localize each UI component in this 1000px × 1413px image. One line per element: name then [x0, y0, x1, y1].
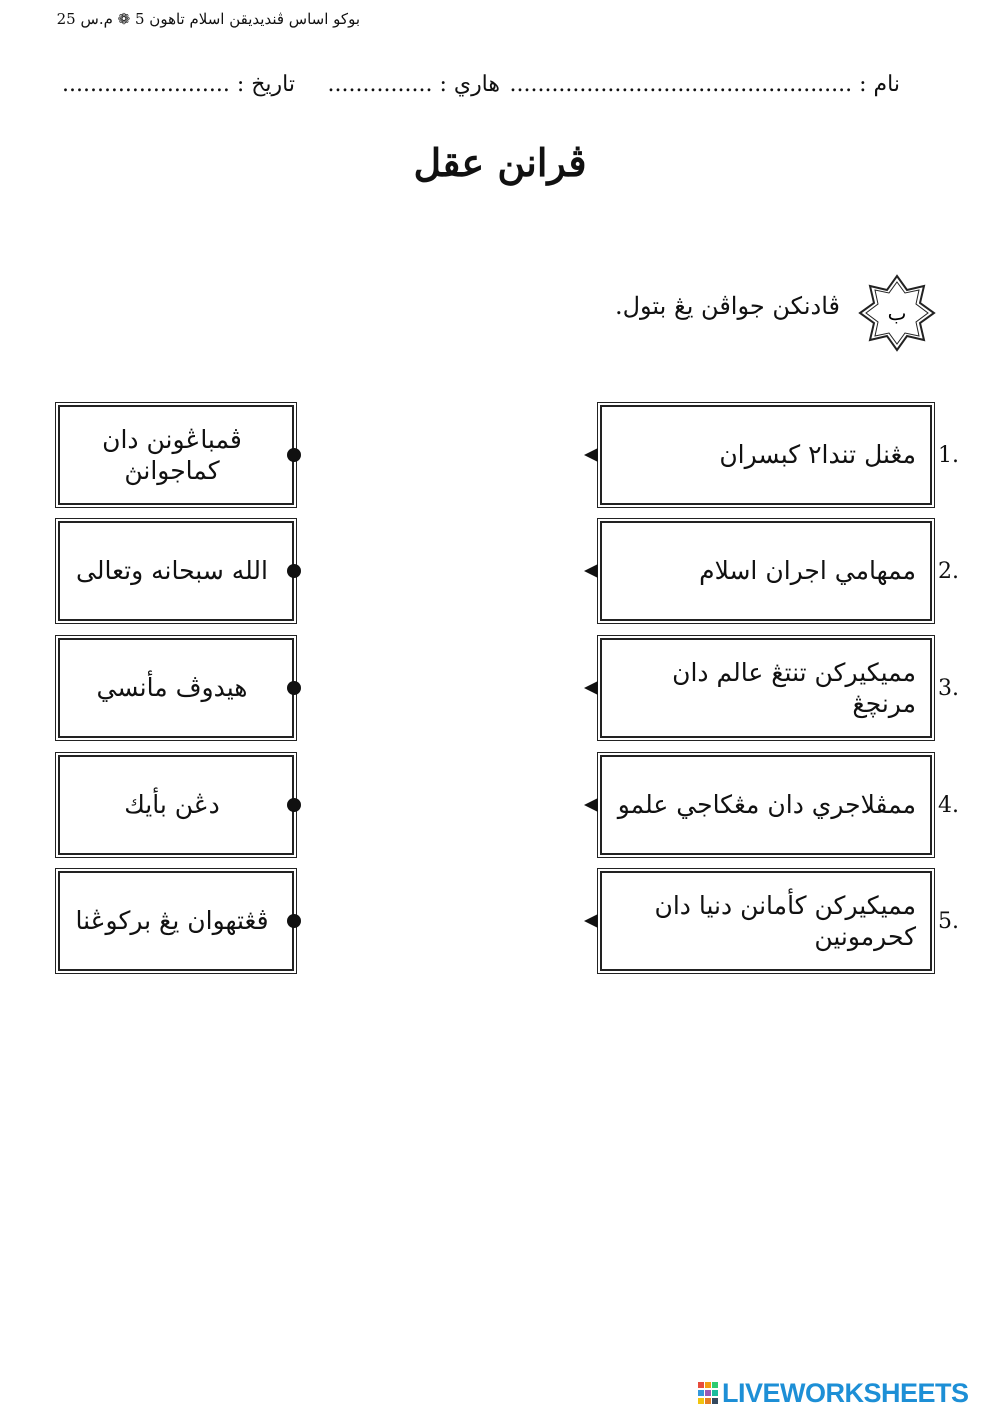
question-text-4: ممڤلاجري دان مڠكاجي علمو: [617, 790, 916, 820]
answer-box-5: [58, 871, 294, 971]
question-number-2: 2.: [938, 559, 959, 584]
question-number-3: 3.: [938, 676, 959, 701]
liveworksheets-logo-icon: [698, 1382, 718, 1404]
question-box-1: [600, 405, 932, 505]
liveworksheets-footer[interactable]: [698, 1378, 994, 1408]
book-header: بوكو اساس ڤنديديقن اسلام تاهون 5 ❁ م.س 25: [56, 10, 360, 28]
question-text-1: مڠنل تندا٢ كبسران: [719, 440, 916, 470]
match-arrow-icon[interactable]: [584, 564, 598, 578]
question-text-5: مميكيركن كأمانن دنيا دان كحرمونين: [654, 890, 916, 951]
question-box-3: [600, 638, 932, 738]
answer-text-2: الله سبحانه وتعالى: [76, 556, 268, 586]
answer-box-2: [58, 521, 294, 621]
match-arrow-icon[interactable]: [584, 914, 598, 928]
answer-text-4: دڠن بأيك: [124, 790, 220, 820]
question-text-3: مميكيركن تنتڠ عالم دان مرنچڠ: [672, 657, 916, 718]
match-dot-icon[interactable]: [287, 798, 301, 812]
question-number-4: 4.: [938, 793, 959, 818]
match-arrow-icon[interactable]: [584, 798, 598, 812]
question-box-4: [600, 755, 932, 855]
answer-box-1: [58, 405, 294, 505]
badge-letter: ب: [887, 301, 907, 325]
match-dot-icon[interactable]: [287, 448, 301, 462]
match-dot-icon[interactable]: [287, 914, 301, 928]
student-info-row: [55, 72, 900, 112]
answer-text-5: ڤڠتهوان يڠ بركوڠنا: [75, 906, 269, 936]
instruction-text: ڤادنكن جواڤن يڠ بتول.: [614, 292, 840, 320]
match-arrow-icon[interactable]: [584, 448, 598, 462]
name-field[interactable]: نام : .................................................: [509, 72, 900, 97]
match-arrow-icon[interactable]: [584, 681, 598, 695]
question-number-5: 5.: [938, 909, 959, 934]
page-title: ڤرانن عقل: [413, 140, 587, 185]
question-number-1: 1.: [938, 443, 959, 468]
question-box-5: [600, 871, 932, 971]
day-field[interactable]: هاري : ...............: [327, 72, 500, 97]
answer-text-1: ڤمباڠونن دان كماجوانڽ: [102, 424, 242, 485]
match-dot-icon[interactable]: [287, 564, 301, 578]
section-badge-star-icon: [858, 274, 936, 352]
date-field[interactable]: تاريخ : ........................: [61, 72, 295, 97]
liveworksheets-brand: LIVEWORKSHEETS: [722, 1378, 969, 1408]
match-dot-icon[interactable]: [287, 681, 301, 695]
answer-text-3: هيدوڤ مأنسي: [96, 673, 248, 703]
answer-box-3: [58, 638, 294, 738]
question-text-2: ممهامي اجران اسلام: [699, 556, 916, 586]
question-box-2: [600, 521, 932, 621]
answer-box-4: [58, 755, 294, 855]
